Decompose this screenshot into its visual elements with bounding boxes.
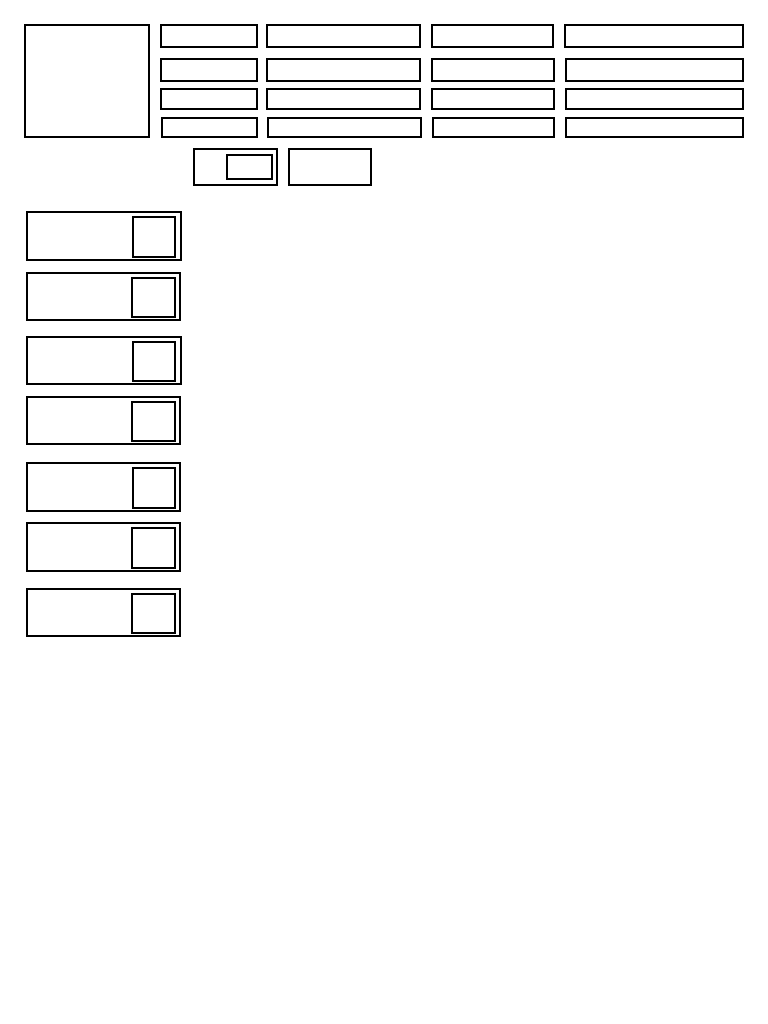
attr-acuidade-field[interactable] (132, 216, 176, 258)
attr-tecnica (26, 588, 181, 637)
mente-label-box (431, 88, 555, 110)
personalidade-label-box (432, 117, 555, 138)
nivel-label-box (431, 24, 554, 48)
idade-label-box (160, 58, 258, 82)
attr-inteligencia (26, 396, 181, 445)
personalidade-field[interactable] (565, 117, 744, 138)
nome-label-box (160, 24, 258, 48)
nome-field[interactable] (266, 24, 421, 48)
image-placeholder[interactable] (24, 24, 150, 138)
attr-tecnica-field[interactable] (131, 593, 176, 634)
attr-astucia-field[interactable] (131, 277, 176, 318)
attr-poder-field[interactable] (132, 467, 176, 509)
attr-atletismo (26, 336, 182, 385)
clan-pais-field[interactable] (565, 58, 744, 82)
corpo-field[interactable] (266, 88, 421, 110)
attr-vigor-field[interactable] (131, 527, 176, 569)
attr-poder (26, 462, 181, 512)
idade-field[interactable] (266, 58, 421, 82)
attr-astucia (26, 272, 181, 321)
clan-pais-label-box (431, 58, 555, 82)
alma-label-box (161, 117, 258, 138)
attr-acuidade (26, 211, 182, 261)
nivel-field[interactable] (564, 24, 744, 48)
attr-vigor (26, 522, 181, 572)
ryu-field[interactable] (226, 154, 273, 180)
corpo-label-box (160, 88, 258, 110)
alma-field[interactable] (267, 117, 422, 138)
peso-group (288, 148, 372, 186)
attr-atletismo-field[interactable] (132, 341, 176, 382)
attr-inteligencia-field[interactable] (131, 401, 176, 442)
mente-field[interactable] (565, 88, 744, 110)
ryu-group (193, 148, 278, 186)
